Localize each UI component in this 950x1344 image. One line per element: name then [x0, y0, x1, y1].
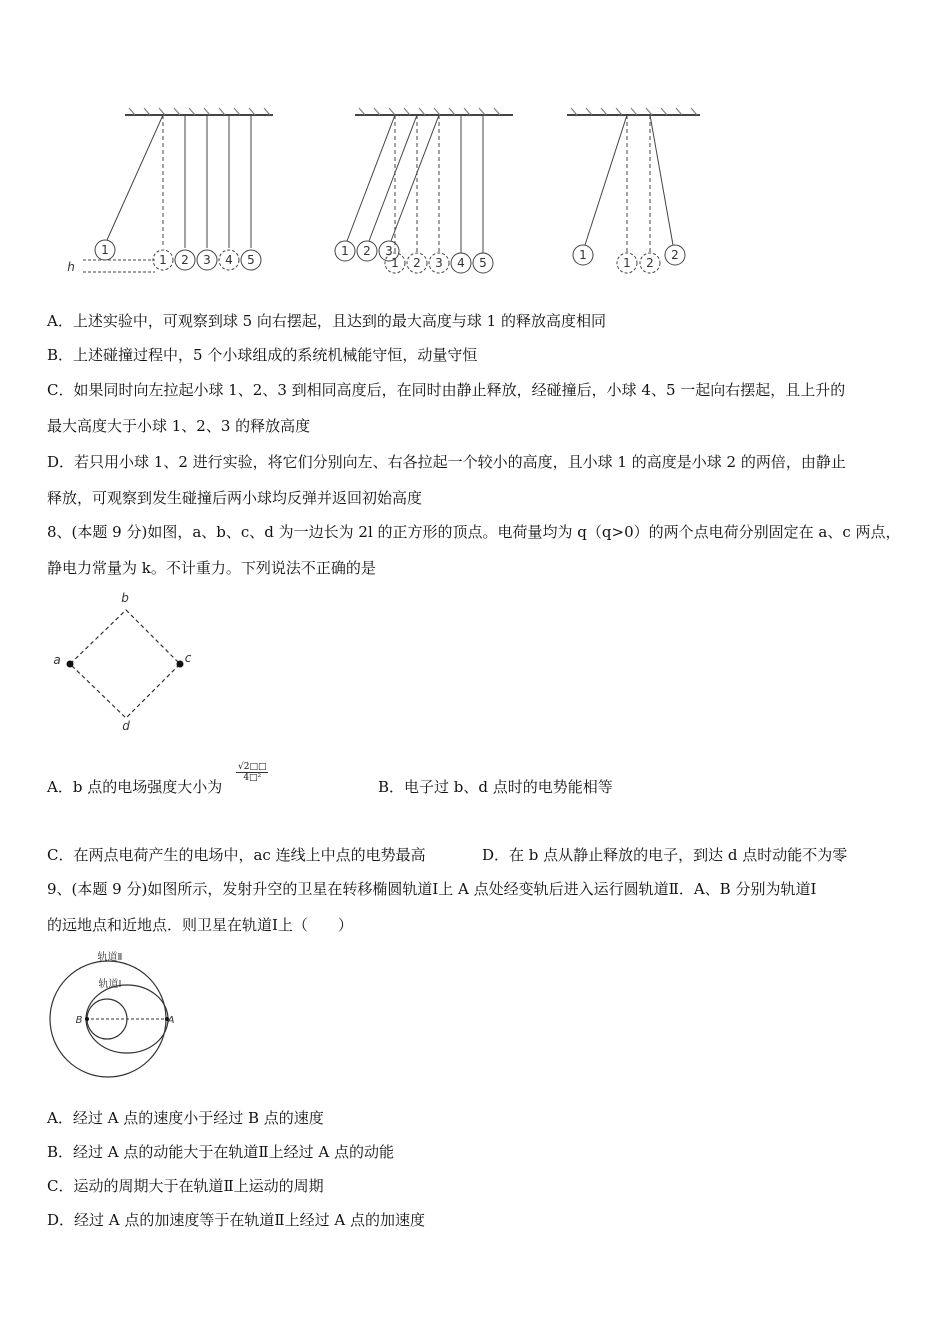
ball-label: 5: [247, 253, 255, 267]
point-a-label: A: [167, 1015, 175, 1026]
cradle-panel-3: [567, 108, 700, 273]
q8-option-d: D．在 b 点从静止释放的电子，到达 d 点时动能不为零: [482, 846, 848, 864]
q7-option-c: C．如果同时向左拉起小球 1、2、3 到相同高度后，在同时由静止释放，经碰撞后，小球 4、5 一起向右摆起，且上升的: [47, 381, 846, 399]
ball-label: 3: [385, 244, 393, 258]
ball-label: 4: [225, 253, 233, 267]
q7-option-d-cont: 释放，可观察到发生碰撞后两小球均反弹并返回初始高度: [47, 489, 423, 507]
q9-option-a: A．经过 A 点的速度小于经过 B 点的速度: [47, 1109, 324, 1127]
q9-option-b: B．经过 A 点的动能大于在轨道Ⅱ上经过 A 点的动能: [47, 1143, 394, 1161]
ball-label: 2: [646, 256, 654, 270]
cradle-panel-2: [335, 108, 513, 273]
newtons-cradle-figure: [55, 105, 715, 285]
cradle-panel-1: [83, 108, 273, 272]
orbit-2-label: 轨道Ⅱ: [97, 952, 123, 963]
point-b-label: B: [75, 1015, 83, 1026]
q7-option-c-cont: 最大高度大于小球 1、2、3 的释放高度: [47, 417, 311, 435]
q9-option-d: D．经过 A 点的加速度等于在轨道Ⅱ上经过 A 点的加速度: [47, 1211, 425, 1229]
ball-label: 2: [363, 244, 371, 258]
height-label: h: [67, 260, 75, 274]
orbit-1-label: 轨道Ⅰ: [98, 979, 122, 990]
charge-c: [177, 661, 184, 668]
q8-option-a: A．b 点的电场强度大小为: [47, 778, 223, 796]
fraction-denominator: 4□²: [243, 773, 262, 783]
q8-stem: 8、(本题 9 分)如图，a、b、c、d 为一边长为 2l 的正方形的顶点。电荷量均为 q（q>0）的两个点电荷分别固定在 a、c 两点，: [47, 523, 901, 541]
vertex-label-d: d: [122, 719, 130, 733]
vertex-label-c: c: [184, 651, 192, 665]
ball-label: 1: [623, 256, 631, 270]
q7-option-b: B．上述碰撞过程中，5 个小球组成的系统机械能守恒，动量守恒: [47, 346, 478, 364]
q7-option-d: D．若只用小球 1、2 进行实验，将它们分别向左、右各拉起一个较小的高度，且小球 1 的高度是小球 2 的两倍，由静止: [47, 453, 846, 471]
q9-stem-cont: 的远地点和近地点．则卫星在轨道Ⅰ上（ ）: [47, 916, 353, 934]
ball-label: 4: [457, 256, 465, 270]
ball-label: 1: [341, 244, 349, 258]
q8-option-b: B．电子过 b、d 点时的电势能相等: [378, 778, 613, 796]
vertex-label-b: b: [121, 591, 129, 605]
ball-label: 5: [479, 256, 487, 270]
ball-label: 1: [579, 248, 587, 262]
vertex-label-a: a: [53, 653, 61, 667]
fraction-numerator: √2□□: [238, 762, 267, 772]
q7-option-a: A．上述实验中，可观察到球 5 向右摆起，且达到的最大高度与球 1 的释放高度相同: [47, 312, 606, 330]
ball-label: 1: [101, 243, 109, 257]
ball-label: 2: [413, 256, 421, 270]
field-strength-fraction: [236, 762, 268, 783]
square-charges-figure: [48, 588, 198, 736]
q8-stem-cont: 静电力常量为 k。不计重力。下列说法不正确的是: [47, 559, 376, 577]
q9-option-c: C．运动的周期大于在轨道Ⅱ上运动的周期: [47, 1177, 324, 1195]
ball-label: 2: [671, 248, 679, 262]
ball-label: 1: [391, 256, 399, 270]
orbit-figure: [46, 946, 176, 1080]
charge-a: [67, 661, 74, 668]
ball-label: 1: [159, 253, 167, 267]
ball-label: 3: [435, 256, 443, 270]
q9-stem: 9、(本题 9 分)如图所示，发射升空的卫星在转移椭圆轨道Ⅰ上 A 点处经变轨后进入运行圆轨道Ⅱ．A、B 分别为轨道Ⅰ: [47, 880, 817, 898]
ball-label: 2: [181, 253, 189, 267]
ball-label: 3: [203, 253, 211, 267]
q8-option-c: C．在两点电荷产生的电场中，ac 连线上中点的电势最高: [47, 846, 426, 864]
